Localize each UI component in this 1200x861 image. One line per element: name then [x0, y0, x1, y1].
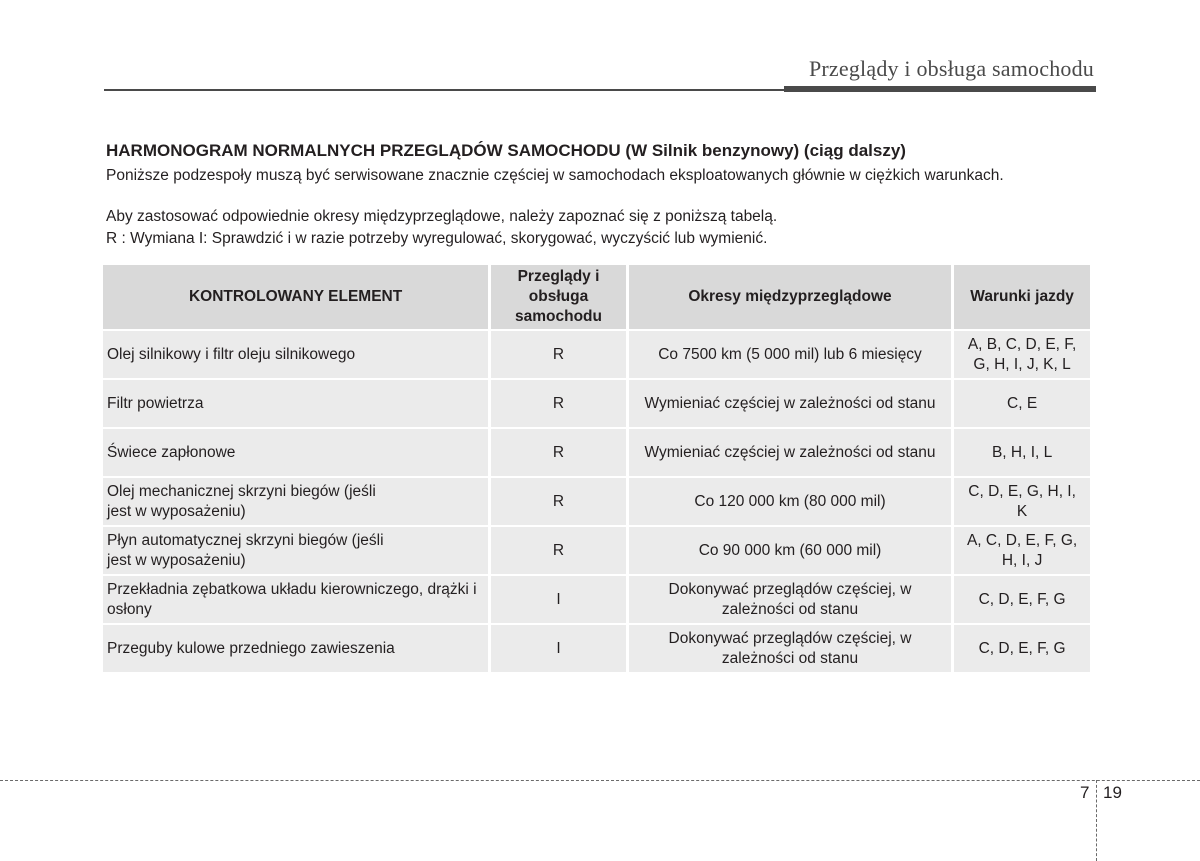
- cell-conditions: C, D, E, F, G: [954, 625, 1090, 672]
- cell-conditions: [954, 527, 1090, 574]
- table-row: [103, 429, 1090, 476]
- cell-interval: Co 7500 km (5 000 mil) lub 6 miesięcy: [629, 331, 951, 378]
- cell-service: R: [491, 478, 626, 525]
- cell-element: [103, 576, 488, 623]
- cell-service: R: [491, 429, 626, 476]
- cell-interval-text: Wymieniać częściej w zależności od stanu: [644, 443, 936, 461]
- cell-conditions: C, D, E, F, G: [954, 576, 1090, 623]
- cell-service: R: [491, 331, 626, 378]
- cell-conditions-text: C, D, E, G, H, I, K: [968, 482, 1076, 520]
- cell-conditions: [954, 478, 1090, 525]
- cell-element: Filtr powietrza: [103, 380, 488, 427]
- header-rule: [104, 89, 784, 91]
- table-row: [103, 576, 1090, 623]
- cell-interval: [629, 380, 951, 427]
- cell-element: Świece zapłonowe: [103, 429, 488, 476]
- cell-service: I: [491, 625, 626, 672]
- header-interval: Okresy międzyprzeglądowe: [629, 265, 951, 329]
- cell-interval: [629, 625, 951, 672]
- footer-page-divider: [1096, 780, 1097, 861]
- cell-conditions: C, E: [954, 380, 1090, 427]
- cell-interval: [629, 429, 951, 476]
- intro-paragraph: Poniższe podzespoły muszą być serwisowane znacznie częściej w samochodach eksploatowanych głównie w ciężkich warunkach.: [106, 167, 1004, 184]
- header-conditions: Warunki jazdy: [954, 265, 1090, 329]
- footer-divider: [0, 780, 1200, 781]
- table-row: [103, 380, 1090, 427]
- cell-element-text: Płyn automatycznej skrzyni biegów (jeśli jest w wyposażeniu): [107, 531, 384, 569]
- header-rule-accent: [784, 86, 1096, 92]
- cell-conditions: B, H, I, L: [954, 429, 1090, 476]
- cell-element: [103, 478, 488, 525]
- cell-interval-text: Wymieniać częściej w zależności od stanu: [644, 394, 936, 412]
- header-service: [491, 265, 626, 329]
- cell-element-text: Przekładnia zębatkowa układu kierowniczego, drążki i osłony: [107, 580, 477, 618]
- cell-element-text: Olej mechanicznej skrzyni biegów (jeśli jest w wyposażeniu): [107, 482, 376, 520]
- table-row: [103, 331, 1090, 378]
- table-row: [103, 625, 1090, 672]
- cell-conditions: [954, 331, 1090, 378]
- cell-interval-text: Dokonywać przeglądów częściej, w zależności od stanu: [668, 580, 912, 618]
- cell-service: R: [491, 380, 626, 427]
- section-heading: HARMONOGRAM NORMALNYCH PRZEGLĄDÓW SAMOCHODU (W Silnik benzynowy) (ciąg dalszy): [106, 141, 906, 160]
- cell-conditions-text: A, B, C, D, E, F, G, H, I, J, K, L: [967, 335, 1077, 373]
- cell-element: Olej silnikowy i filtr oleju silnikowego: [103, 331, 488, 378]
- header-element: KONTROLOWANY ELEMENT: [103, 265, 488, 329]
- header-service-text: Przeglądy i obsługa samochodu: [515, 268, 602, 325]
- cell-interval: Co 120 000 km (80 000 mil): [629, 478, 951, 525]
- intro-paragraph: Aby zastosować odpowiednie okresy międzyprzeglądowe, należy zapoznać się z poniższą tabelą.: [106, 208, 778, 225]
- cell-interval: [629, 576, 951, 623]
- cell-service: I: [491, 576, 626, 623]
- page-number: 19: [1103, 783, 1122, 802]
- cell-interval: Co 90 000 km (60 000 mil): [629, 527, 951, 574]
- cell-service: R: [491, 527, 626, 574]
- table-header-row: [103, 265, 1090, 329]
- cell-conditions-text: A, C, D, E, F, G, H, I, J: [966, 531, 1078, 569]
- cell-interval-text: Dokonywać przeglądów częściej, w zależności od stanu: [668, 629, 912, 667]
- cell-element: Przeguby kulowe przedniego zawieszenia: [103, 625, 488, 672]
- page-header-title: Przeglądy i obsługa samochodu: [808, 56, 1094, 81]
- cell-element: [103, 527, 488, 574]
- table-row: [103, 527, 1090, 574]
- legend-paragraph: R : Wymiana I: Sprawdzić i w razie potrzeby wyregulować, skorygować, wyczyścić lub wymienić.: [106, 230, 768, 247]
- maintenance-schedule-table: [100, 263, 1093, 674]
- chapter-number: 7: [1080, 783, 1090, 802]
- table-row: [103, 478, 1090, 525]
